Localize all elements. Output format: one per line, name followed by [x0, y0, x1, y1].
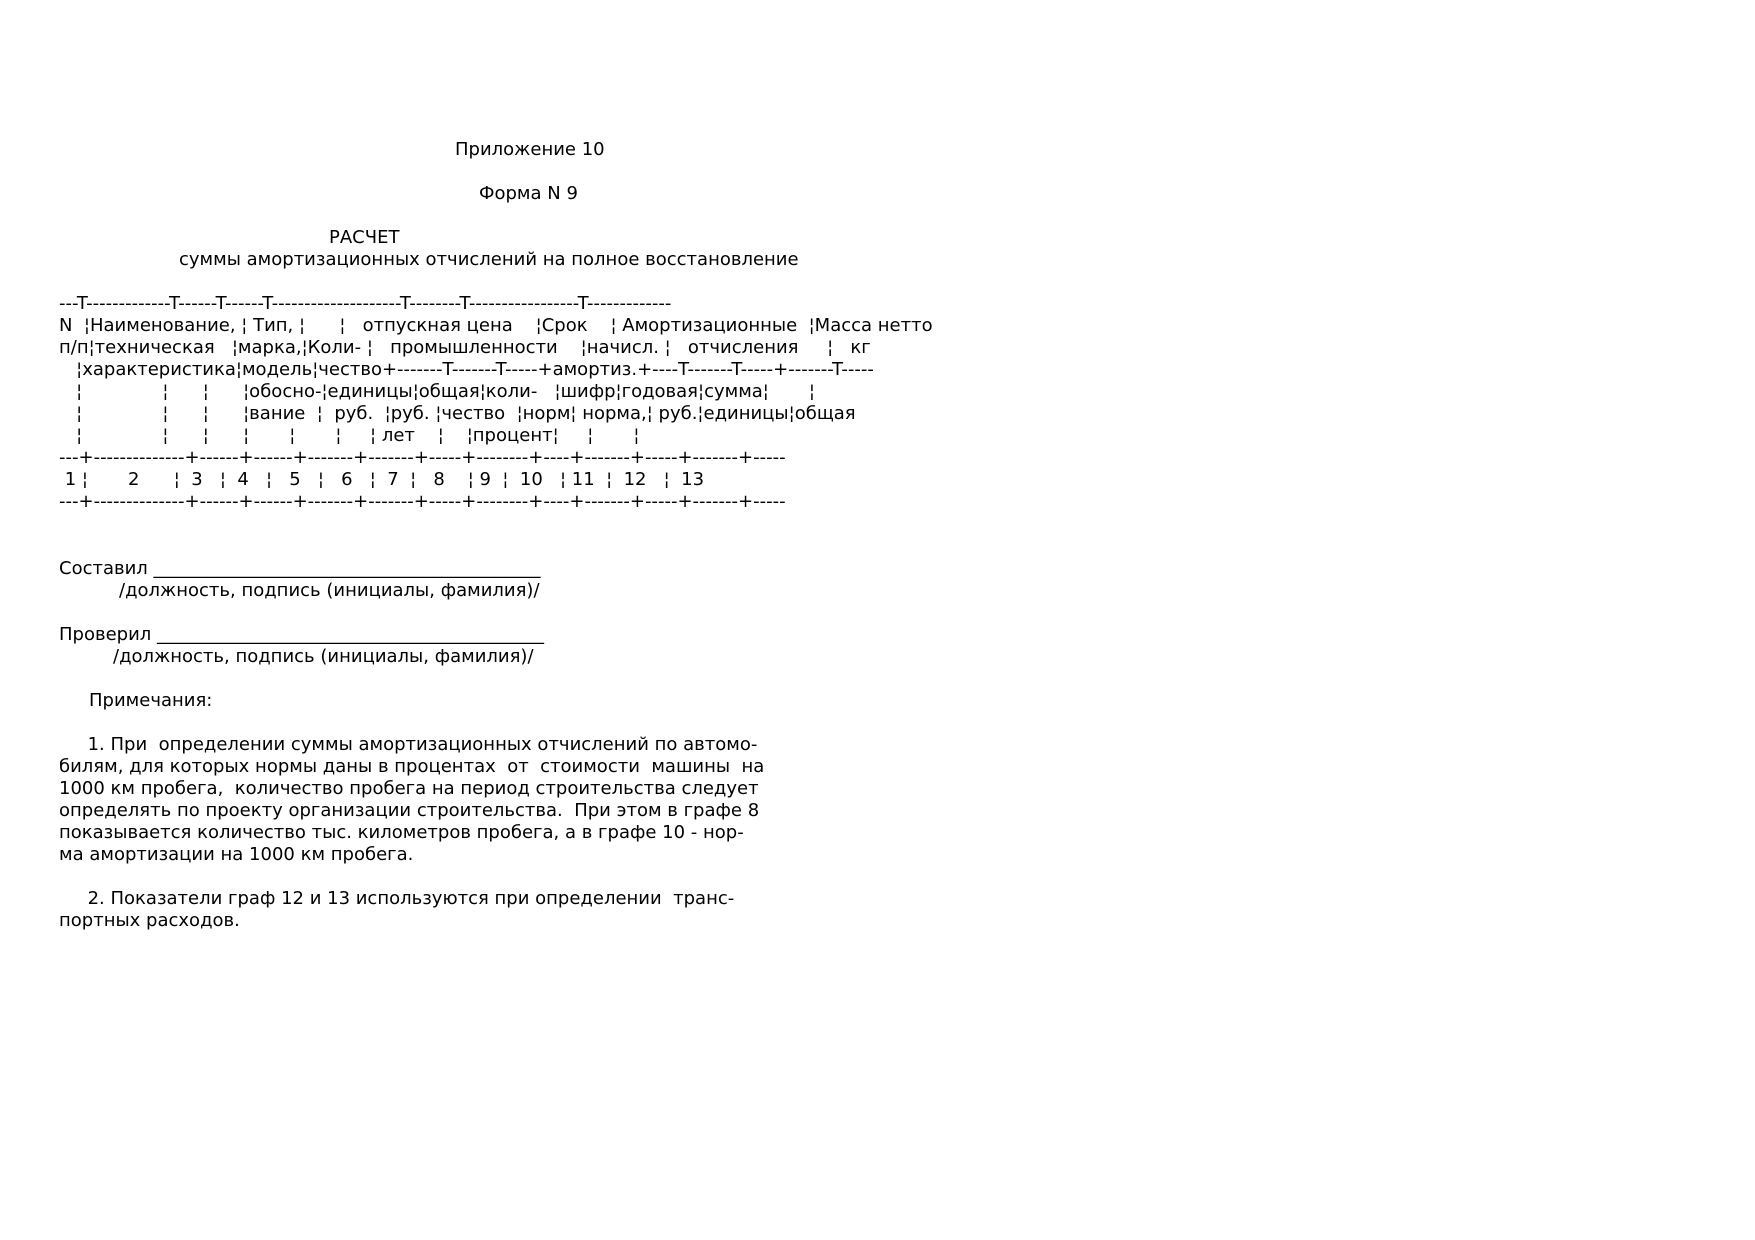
note-line: портных расходов. — [59, 910, 240, 931]
document-subtitle: суммы амортизационных отчислений на полное восстановление — [179, 249, 799, 270]
table-line: ¦ ¦ ¦ ¦ ¦ ¦ ¦ лет ¦ ¦процент¦ ¦ ¦ — [59, 425, 640, 446]
form-label: Форма N 9 — [479, 183, 578, 204]
table-line: ¦ ¦ ¦ ¦вание ¦ руб. ¦руб. ¦чество ¦норм¦ норма,¦ руб.¦единицы¦общая — [59, 403, 856, 424]
note-line: определять по проекту организации строительства. При этом в графе 8 — [59, 800, 760, 821]
table-line: п/п¦техническая ¦марка,¦Коли- ¦ промышленности ¦начисл. ¦ отчисления ¦ кг — [59, 337, 871, 358]
note-line: билям, для которых нормы даны в процентах от стоимости машины на — [59, 756, 765, 777]
composed-signature-hint: /должность, подпись (инициалы, фамилия)/ — [119, 580, 540, 601]
note-line: 1000 км пробега, количество пробега на период строительства следует — [59, 778, 759, 799]
note-line: 2. Показатели граф 12 и 13 используются при определении транс- — [59, 888, 735, 909]
table-line: ¦характеристика¦модель¦чество+-------T-------T-----+амортиз.+----T-------T-----+-------T----- — [59, 359, 874, 380]
table-line: ---+--------------+------+------+-------+-------+-----+--------+----+-------+-----+-------+----- — [59, 447, 786, 468]
composed-signature-line: Составил ___________________________________________ — [59, 558, 541, 579]
notes-heading: Примечания: — [89, 690, 213, 711]
table-line: ¦ ¦ ¦ ¦обосно-¦единицы¦общая¦коли- ¦шифр¦годовая¦сумма¦ ¦ — [59, 381, 815, 402]
table-line: ---+--------------+------+------+-------+-------+-----+--------+----+-------+-----+-------+----- — [59, 491, 786, 512]
note-line: показывается количество тыс. километров пробега, а в графе 10 - нор- — [59, 822, 744, 843]
table-line: N ¦Наименование, ¦ Тип, ¦ ¦ отпускная цена ¦Срок ¦ Амортизационные ¦Масса нетто — [59, 315, 933, 336]
table-line: ---T-------------T------T------T--------------------T--------T-----------------T------------- — [59, 293, 672, 314]
appendix-label: Приложение 10 — [455, 139, 605, 160]
table-line: 1 ¦ 2 ¦ 3 ¦ 4 ¦ 5 ¦ 6 ¦ 7 ¦ 8 ¦ 9 ¦ 10 ¦ 11 ¦ 12 ¦ 13 — [59, 469, 705, 490]
note-line: ма амортизации на 1000 км пробега. — [59, 844, 414, 865]
document-title: РАСЧЕТ — [329, 227, 400, 248]
checked-signature-hint: /должность, подпись (инициалы, фамилия)/ — [113, 646, 534, 667]
note-line: 1. При определении суммы амортизационных отчислений по автомо- — [59, 734, 758, 755]
checked-signature-line: Проверил ___________________________________________ — [59, 624, 545, 645]
